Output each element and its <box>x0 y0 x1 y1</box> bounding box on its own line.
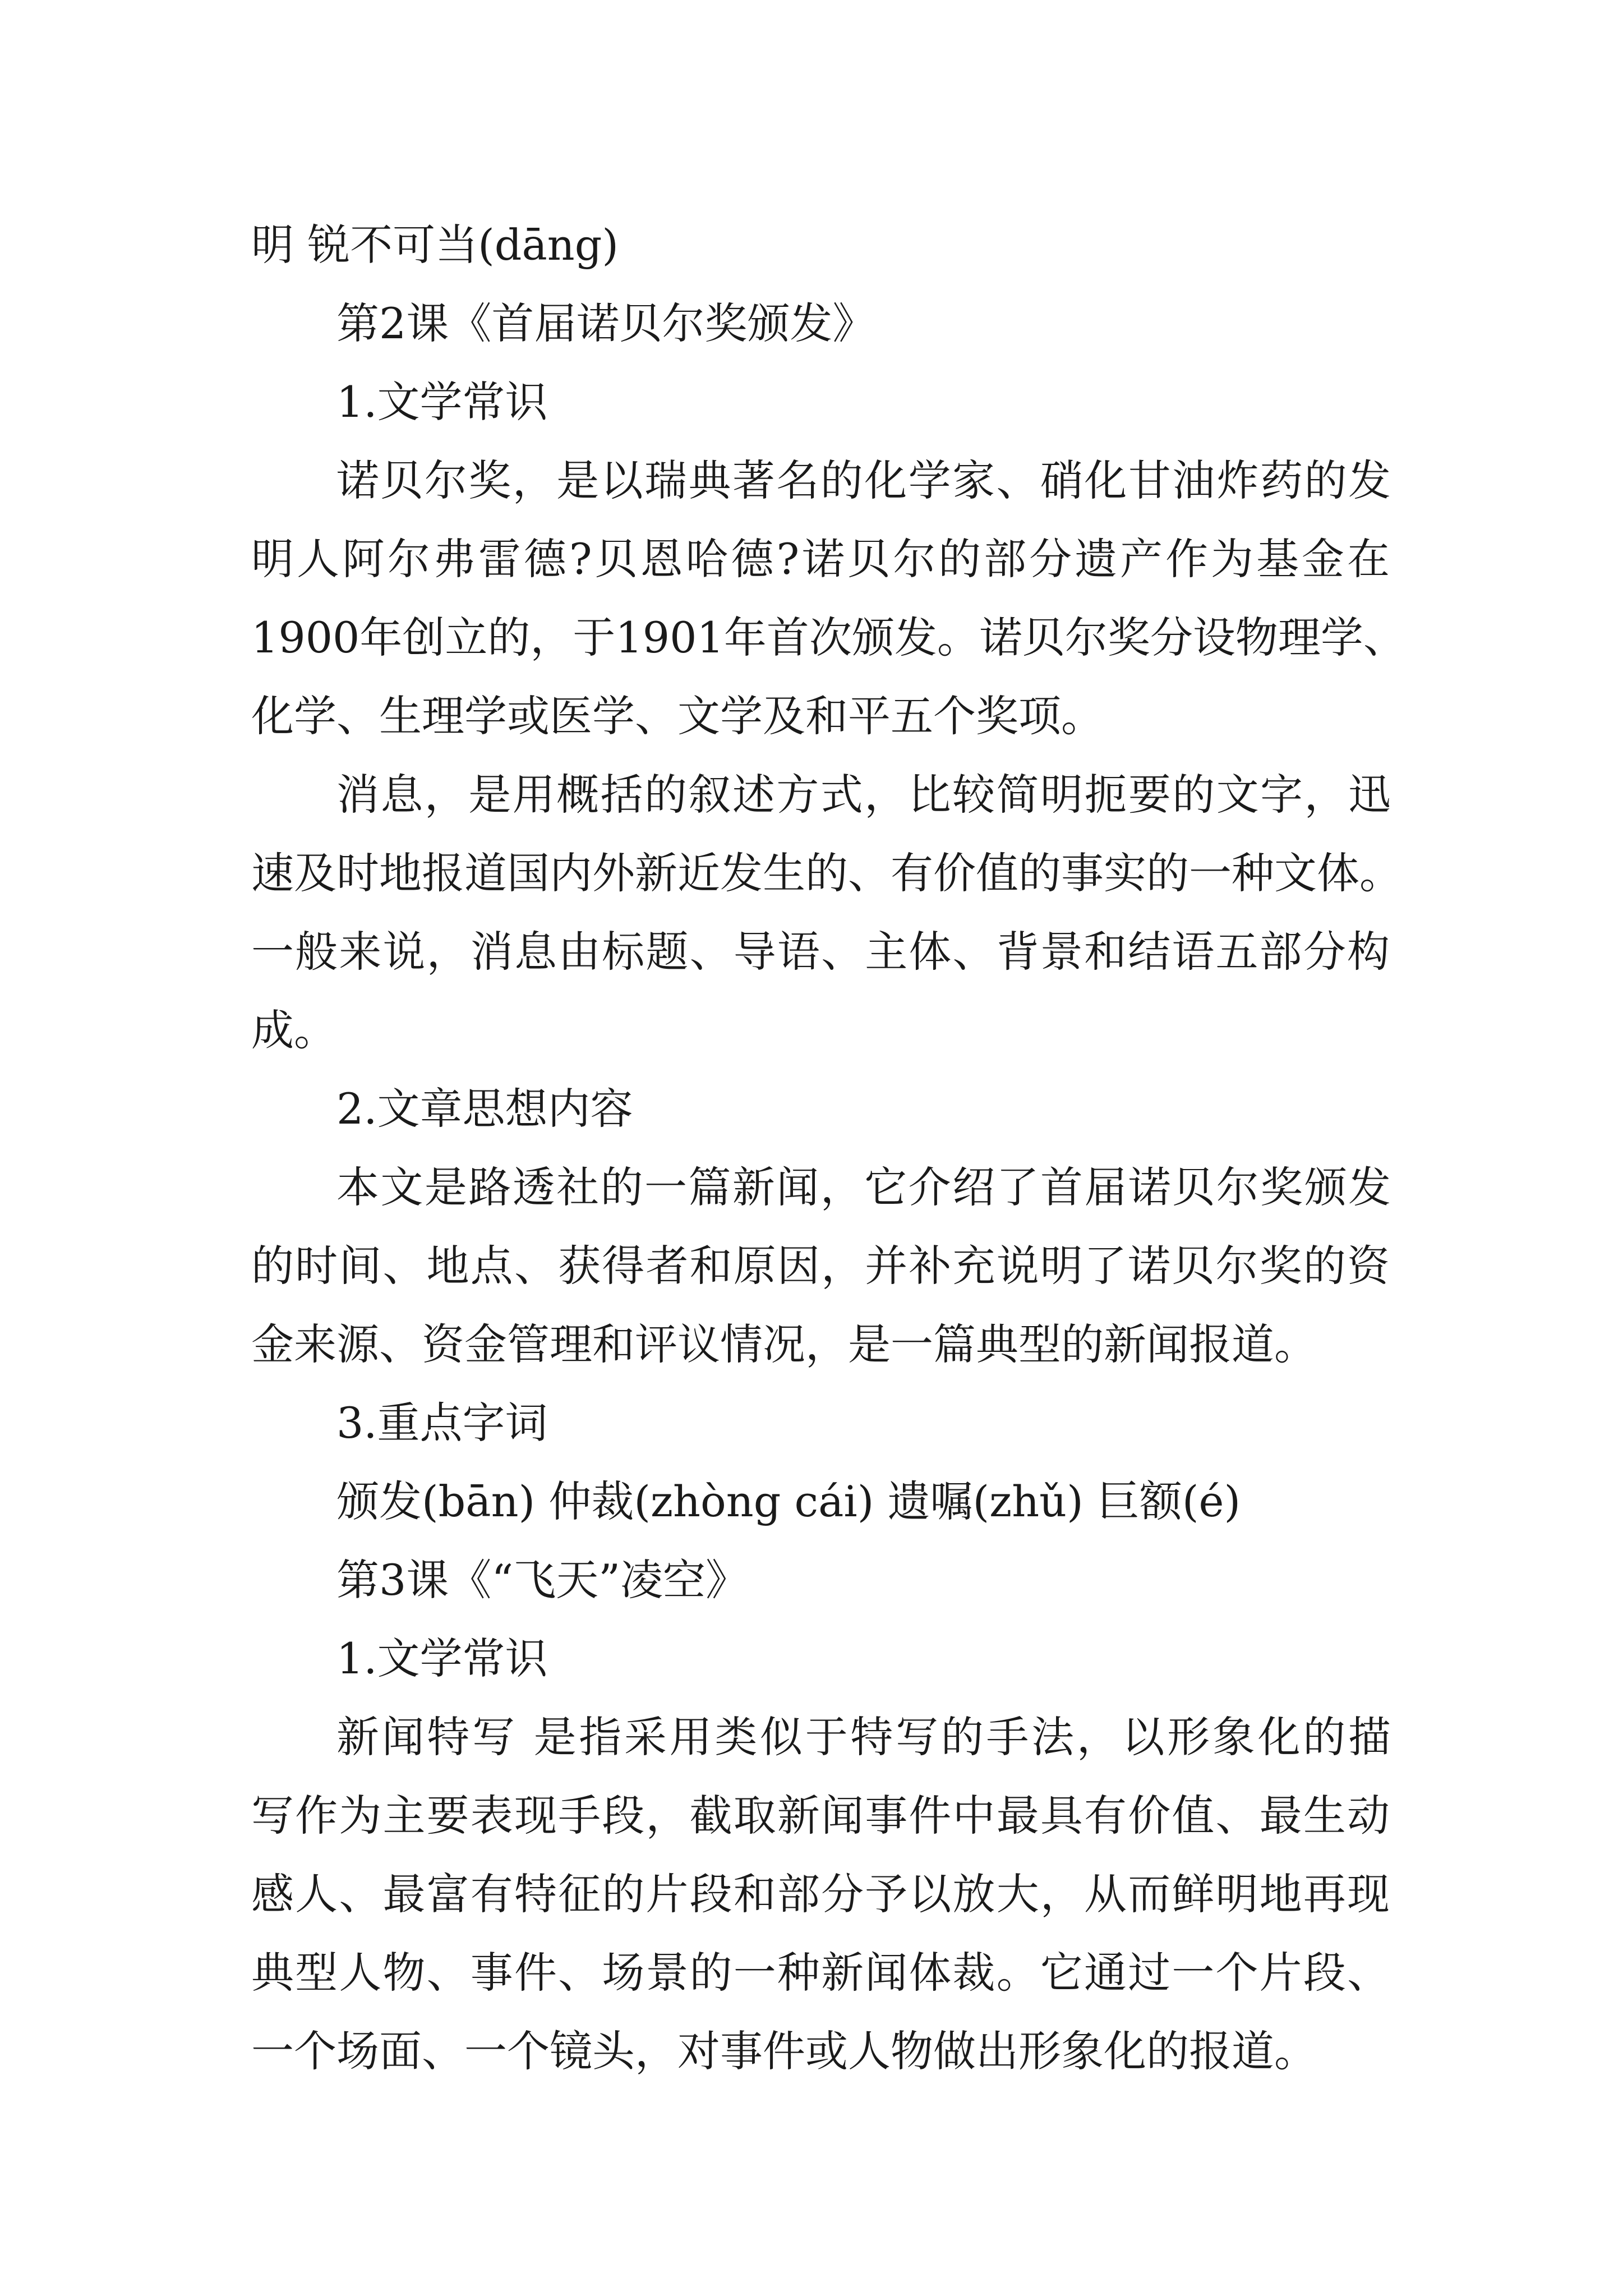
lesson-3-heading: 第3课《“飞天”凌空》 <box>336 1555 749 1605</box>
section-heading: 3.重点字词 <box>336 1398 548 1448</box>
text-line: 成。 <box>251 1005 336 1055</box>
section-heading: 2.文章思想内容 <box>336 1084 633 1134</box>
text-line: 一个场面、一个镜头，对事件或人物做出形象化的报道。 <box>251 2026 1317 2076</box>
text-line: 典型人物、事件、场景的一种新闻体裁。它通过一个片段、 <box>251 1948 1390 1998</box>
text-line: 1900年创立的，于1901年首次颁发。诺贝尔奖分设物理学、 <box>251 613 1406 662</box>
lesson-2-heading: 第2课《首届诺贝尔奖颁发》 <box>336 298 875 348</box>
section-heading: 1.文学常识 <box>336 1634 548 1683</box>
text-line: 明人阿尔弗雷德?贝恩哈德?诺贝尔的部分遗产作为基金在 <box>251 534 1390 584</box>
text-line: 消息，是用概括的叙述方式，比较简明扼要的文字，迅 <box>336 770 1391 820</box>
vocabulary-line: 颁发(bān) 仲裁(zhòng cái) 遗嘱(zhǔ) 巨额(é) <box>336 1476 1241 1526</box>
text-line: 速及时地报道国内外新近发生的、有价值的事实的一种文体。 <box>251 848 1402 898</box>
text-line: 诺贝尔奖，是以瑞典著名的化学家、硝化甘油炸药的发 <box>336 455 1391 505</box>
text-line: 感人、最富有特征的片段和部分予以放大，从而鲜明地再现 <box>251 1869 1390 1919</box>
text-line: 金来源、资金管理和评议情况，是一篇典型的新闻报道。 <box>251 1319 1317 1369</box>
section-heading: 1.文学常识 <box>336 377 548 427</box>
text-line: 一般来说，消息由标题、导语、主体、背景和结语五部分构 <box>251 927 1390 977</box>
text-line: 写作为主要表现手段，截取新闻事件中最具有价值、最生动 <box>251 1791 1390 1841</box>
text-line: 新闻特写 是指采用类似于特写的手法，以形象化的描 <box>336 1712 1391 1762</box>
text-line: 的时间、地点、获得者和原因，并补充说明了诺贝尔奖的资 <box>251 1241 1390 1291</box>
text-line: 本文是路透社的一篇新闻，它介绍了首届诺贝尔奖颁发 <box>336 1162 1391 1212</box>
text-line: 明 锐不可当(dāng) <box>251 220 619 270</box>
text-line: 化学、生理学或医学、文学及和平五个奖项。 <box>251 691 1104 741</box>
